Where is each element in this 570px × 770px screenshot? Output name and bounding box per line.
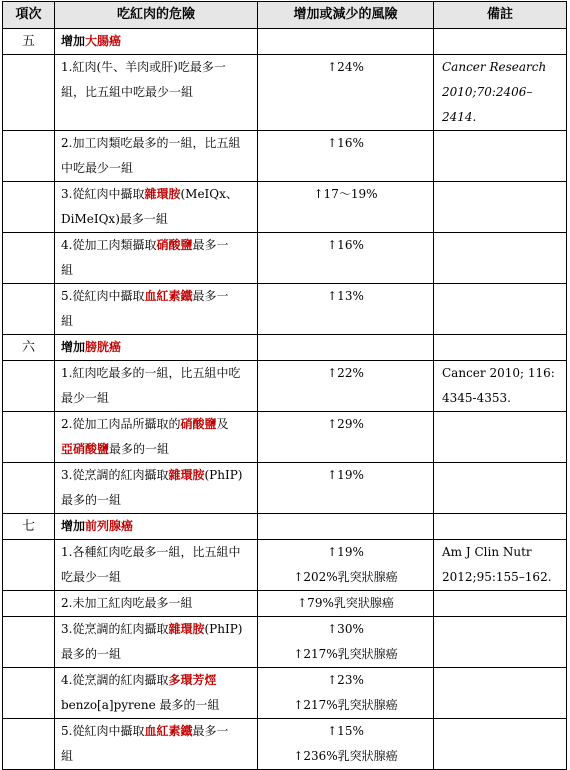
highlight-term: 雜環胺: [144, 187, 181, 201]
reference-note: [434, 412, 567, 463]
row-description: [55, 182, 258, 233]
description-line: 1.紅肉吃最多的一組，比五組中吃: [61, 366, 241, 380]
row-description: [55, 233, 258, 284]
description-text: 3.從紅肉中攝取: [61, 187, 145, 201]
description-text: 最多的一組: [109, 442, 170, 456]
row-description: [55, 412, 258, 463]
table-row: [3, 361, 567, 412]
reference-note: [434, 233, 567, 284]
row-index-empty: [3, 463, 55, 514]
description-line: [61, 668, 253, 693]
table-body: [3, 29, 567, 770]
row-index-empty: [3, 719, 55, 770]
reference-note: [434, 182, 567, 233]
row-description: [55, 55, 258, 131]
row-description: [55, 617, 258, 668]
group-title-prefix: 增加: [61, 519, 86, 533]
description-text: 最多一: [192, 289, 229, 303]
group-title-cancer: 大腸癌: [85, 34, 122, 48]
header-risk: 吃紅肉的危險: [55, 2, 258, 29]
row-index-empty: [3, 617, 55, 668]
description-text: 4.從烹調的紅肉攝取: [61, 673, 169, 687]
group-empty-change: [258, 29, 434, 55]
description-line: [61, 719, 253, 744]
group-title: [55, 514, 258, 540]
risk-value: ↑19%: [327, 545, 364, 559]
reference-line: 2012;95:155–162.: [442, 570, 552, 584]
description-line: 吃最少一組: [61, 570, 122, 584]
reference-note: [434, 284, 567, 335]
header-index: 項次: [3, 2, 55, 29]
row-index-empty: [3, 361, 55, 412]
row-description: [55, 361, 258, 412]
risk-change: [258, 55, 434, 131]
group-index: 五: [3, 29, 55, 55]
group-row: [3, 335, 567, 361]
description-text: 最多一: [192, 238, 229, 252]
description-line: [61, 617, 253, 642]
risk-change: [258, 182, 434, 233]
risk-change: [258, 284, 434, 335]
risk-change: [258, 412, 434, 463]
description-line: 組: [61, 749, 74, 763]
group-empty-note: [434, 335, 567, 361]
risk-value: ↑79%乳突狀腺癌: [297, 596, 394, 610]
table-row: [3, 233, 567, 284]
table-row: [3, 540, 567, 591]
group-empty-note: [434, 514, 567, 540]
risk-value: ↑13%: [327, 289, 364, 303]
risk-value: ↑24%: [327, 60, 364, 74]
row-description: [55, 540, 258, 591]
risk-change: [258, 668, 434, 719]
description-line: 中吃最少一組: [61, 161, 134, 175]
description-line: [61, 182, 253, 207]
highlight-term: 血紅素鐵: [144, 289, 193, 303]
description-text: 5.從紅肉中攝取: [61, 724, 145, 738]
description-line: 1.各種紅肉吃最多一組，比五組中: [61, 545, 241, 559]
description-line: 組，比五組中吃最少一組: [61, 85, 194, 99]
risk-value: ↑217%乳突狀腺癌: [293, 647, 398, 661]
description-text: (MeIQx、: [180, 187, 238, 201]
description-line: 2.未加工紅肉吃最多一組: [61, 596, 193, 610]
description-line: [61, 437, 253, 462]
reference-note: [434, 617, 567, 668]
table-row: [3, 284, 567, 335]
header-row: [3, 2, 567, 29]
row-index-empty: [3, 182, 55, 233]
highlight-term: 雜環胺: [168, 622, 205, 636]
row-index-empty: [3, 412, 55, 463]
risk-value: ↑30%: [327, 622, 364, 636]
reference-line: Cancer 2010; 116:: [442, 366, 555, 380]
group-title: [55, 29, 258, 55]
row-index-empty: [3, 55, 55, 131]
risk-value: ↑236%乳突狀腺癌: [293, 749, 398, 763]
description-line: 最多的一組: [61, 493, 122, 507]
risk-table: [2, 1, 567, 770]
group-title-prefix: 增加: [61, 340, 86, 354]
reference-note: [434, 540, 567, 591]
reference-note: [434, 131, 567, 182]
row-description: [55, 591, 258, 617]
risk-change: [258, 591, 434, 617]
table-row: [3, 182, 567, 233]
reference-line: 4345-4353.: [442, 391, 511, 405]
description-line: [61, 233, 253, 258]
risk-change: [258, 719, 434, 770]
risk-change: [258, 233, 434, 284]
risk-change: [258, 131, 434, 182]
table-row: [3, 591, 567, 617]
risk-change: [258, 540, 434, 591]
risk-value: ↑19%: [327, 468, 364, 482]
description-line: [61, 412, 253, 437]
reference-note: [434, 668, 567, 719]
risk-value: ↑217%乳突狀腺癌: [293, 698, 398, 712]
reference-note: [434, 591, 567, 617]
reference-line: Cancer Research: [442, 60, 547, 74]
group-row: [3, 514, 567, 540]
description-text: 4.從加工肉類攝取: [61, 238, 157, 252]
description-text: 及: [216, 417, 229, 431]
reference-note: [434, 463, 567, 514]
group-index: 七: [3, 514, 55, 540]
table-row: [3, 463, 567, 514]
highlight-term: 硝酸鹽: [156, 238, 193, 252]
description-text: 3.從烹調的紅肉攝取: [61, 468, 169, 482]
group-title-cancer: 前列腺癌: [85, 519, 134, 533]
description-text: (PhIP): [204, 468, 243, 482]
row-description: [55, 463, 258, 514]
description-line: 1.紅肉(牛、羊肉或肝)吃最多一: [61, 60, 226, 74]
reference-note: [434, 719, 567, 770]
reference-note: [434, 55, 567, 131]
description-text: (PhIP): [204, 622, 243, 636]
reference-line: Am J Clin Nutr: [442, 545, 532, 559]
risk-value: ↑29%: [327, 417, 364, 431]
description-line: DiMeIQx)最多一組: [61, 212, 168, 226]
row-index-empty: [3, 591, 55, 617]
group-title-cancer: 膀胱癌: [85, 340, 122, 354]
group-title-prefix: 增加: [61, 34, 86, 48]
description-line: 最少一組: [61, 391, 110, 405]
description-text: 最多一: [192, 724, 229, 738]
row-description: [55, 668, 258, 719]
row-description: [55, 131, 258, 182]
risk-value: ↑22%: [327, 366, 364, 380]
description-line: 2.加工肉類吃最多的一組，比五組: [61, 136, 241, 150]
highlight-term: 血紅素鐵: [144, 724, 193, 738]
reference-line: 2010;70:2406–2414.: [442, 85, 533, 124]
risk-value: ↑16%: [327, 238, 364, 252]
row-description: [55, 719, 258, 770]
group-empty-note: [434, 29, 567, 55]
risk-change: [258, 617, 434, 668]
table-row: [3, 55, 567, 131]
header-note: 備註: [434, 2, 567, 29]
row-description: [55, 284, 258, 335]
group-empty-change: [258, 335, 434, 361]
highlight-term: 雜環胺: [168, 468, 205, 482]
header-change: 增加或減少的風險: [258, 2, 434, 29]
highlight-term: 多環芳烴: [168, 673, 217, 687]
table-row: [3, 131, 567, 182]
description-text: 5.從紅肉中攝取: [61, 289, 145, 303]
highlight-term: 亞硝酸鹽: [61, 442, 110, 456]
description-text: 2.從加工肉品所攝取的: [61, 417, 181, 431]
row-index-empty: [3, 233, 55, 284]
table-row: [3, 617, 567, 668]
description-line: [61, 284, 253, 309]
group-row: [3, 29, 567, 55]
row-index-empty: [3, 284, 55, 335]
table-row: [3, 412, 567, 463]
group-title: [55, 335, 258, 361]
table-row: [3, 719, 567, 770]
description-line: 最多的一組: [61, 647, 122, 661]
risk-value: ↑23%: [327, 673, 364, 687]
risk-change: [258, 361, 434, 412]
risk-value: ↑16%: [327, 136, 364, 150]
description-line: [61, 463, 253, 488]
row-index-empty: [3, 668, 55, 719]
table-row: [3, 668, 567, 719]
highlight-term: 硝酸鹽: [180, 417, 217, 431]
description-text: 3.從烹調的紅肉攝取: [61, 622, 169, 636]
risk-change: [258, 463, 434, 514]
row-index-empty: [3, 131, 55, 182]
risk-value: ↑202%乳突狀腺癌: [293, 570, 398, 584]
risk-value: ↑15%: [327, 724, 364, 738]
description-line: benzo[a]pyrene 最多的一組: [61, 698, 220, 712]
reference-note: [434, 361, 567, 412]
description-line: 組: [61, 263, 74, 277]
description-line: 組: [61, 314, 74, 328]
group-index: 六: [3, 335, 55, 361]
group-empty-change: [258, 514, 434, 540]
row-index-empty: [3, 540, 55, 591]
risk-value: ↑17～19%: [313, 187, 378, 201]
